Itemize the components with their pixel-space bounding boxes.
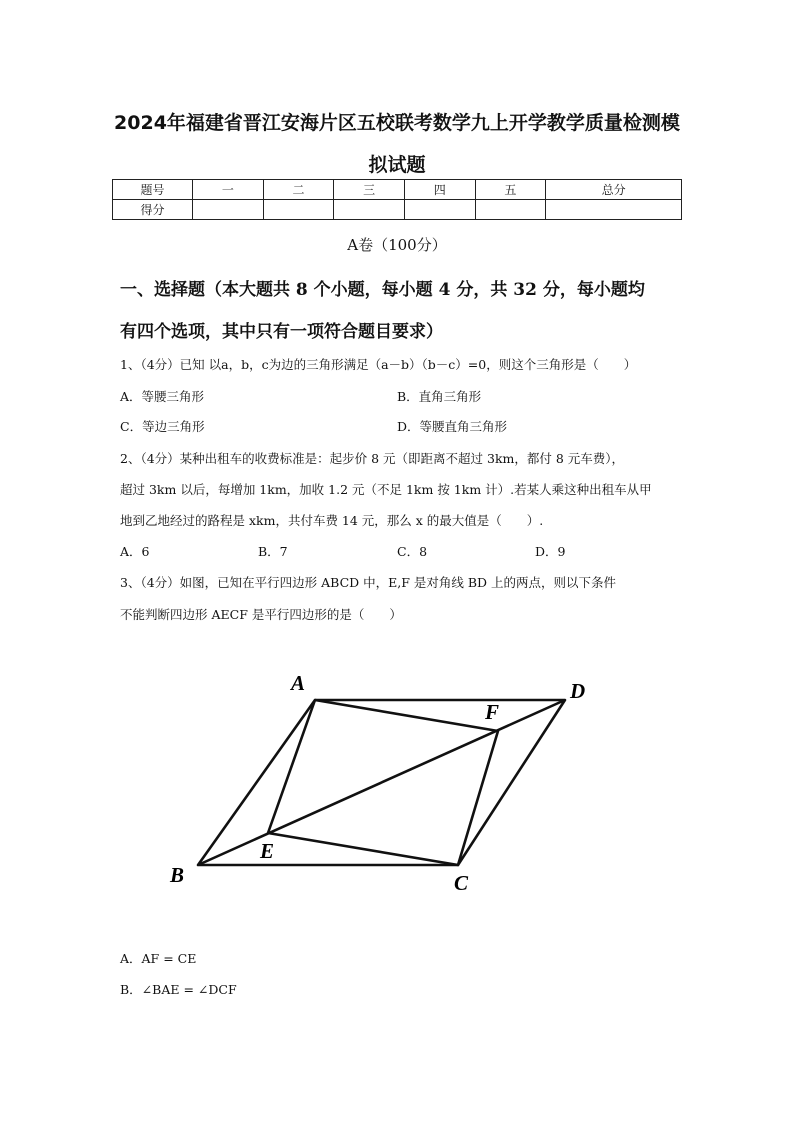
q2-option-a[interactable]: A．6	[120, 544, 150, 559]
score-cell-header: 三	[334, 180, 405, 200]
question-1-text: 1、（4分）已知 以a，b，c为边的三角形满足（a－b）（b－c）=0，则这个三角形是（ ）	[120, 357, 637, 372]
diagonal-bd	[198, 700, 565, 865]
section1-heading-line1: 一、选择题（本大题共 8 个小题，每小题 4 分，共 32 分，每小题均	[120, 280, 645, 300]
score-cell-empty[interactable]	[334, 200, 405, 220]
label-f: F	[485, 700, 500, 724]
score-cell-empty[interactable]	[263, 200, 334, 220]
score-cell-header: 二	[263, 180, 334, 200]
score-cell-label: 得分	[113, 200, 193, 220]
question-2-line1: 2、（4分）某种出租车的收费标准是：起步价 8 元（即距离不超过 3km，都付 8 元车费），	[120, 451, 625, 466]
label-c: C	[454, 871, 469, 895]
q1-option-b[interactable]: B．直角三角形	[397, 389, 482, 404]
q3-option-b[interactable]: B．∠BAE = ∠DCF	[120, 982, 237, 997]
score-cell-header: 一	[193, 180, 264, 200]
question-2-line2: 超过 3km 以后，每增加 1km，加收 1.2 元（不足 1km 按 1km 计）.若某人乘这种出租车从甲	[120, 482, 652, 497]
parallelogram-figure	[160, 665, 600, 900]
exam-title-line2: 拟试题	[368, 154, 426, 176]
q1-option-c[interactable]: C．等边三角形	[120, 419, 205, 434]
section-a-heading: A卷（100分）	[347, 236, 447, 254]
score-cell-header: 总分	[546, 180, 682, 200]
question-3-line2: 不能判断四边形 AECF 是平行四边形的是（ ）	[120, 607, 402, 622]
q3-option-a[interactable]: A．AF = CE	[120, 951, 197, 966]
label-d: D	[570, 679, 586, 703]
score-table-score-row	[113, 200, 682, 220]
question-3-line1: 3、（4分）如图，已知在平行四边形 ABCD 中，E,F 是对角线 BD 上的两点，则以下条件	[120, 575, 617, 590]
label-e: E	[260, 839, 275, 863]
score-table	[112, 179, 682, 220]
score-cell-empty[interactable]	[546, 200, 682, 220]
score-cell-empty[interactable]	[193, 200, 264, 220]
q1-option-a[interactable]: A．等腰三角形	[120, 389, 205, 404]
exam-title-line1: 2024年福建省晋江安海片区五校联考数学九上开学教学质量检测模	[114, 112, 680, 134]
score-table-header-row	[113, 180, 682, 200]
q2-option-b[interactable]: B．7	[258, 544, 288, 559]
score-cell-header: 五	[475, 180, 546, 200]
q1-option-d[interactable]: D．等腰直角三角形	[397, 419, 508, 434]
label-b: B	[170, 863, 185, 887]
score-cell-label: 题号	[113, 180, 193, 200]
score-cell-header: 四	[404, 180, 475, 200]
section1-heading-line2: 有四个选项，其中只有一项符合题目要求）	[120, 322, 443, 342]
label-a: A	[291, 671, 306, 695]
q2-option-c[interactable]: C．8	[397, 544, 428, 559]
q2-option-d[interactable]: D．9	[535, 544, 566, 559]
score-cell-empty[interactable]	[475, 200, 546, 220]
question-2-line3: 地到乙地经过的路程是 xkm，共付车费 14 元，那么 x 的最大值是（ ）.	[120, 513, 544, 528]
score-cell-empty[interactable]	[404, 200, 475, 220]
